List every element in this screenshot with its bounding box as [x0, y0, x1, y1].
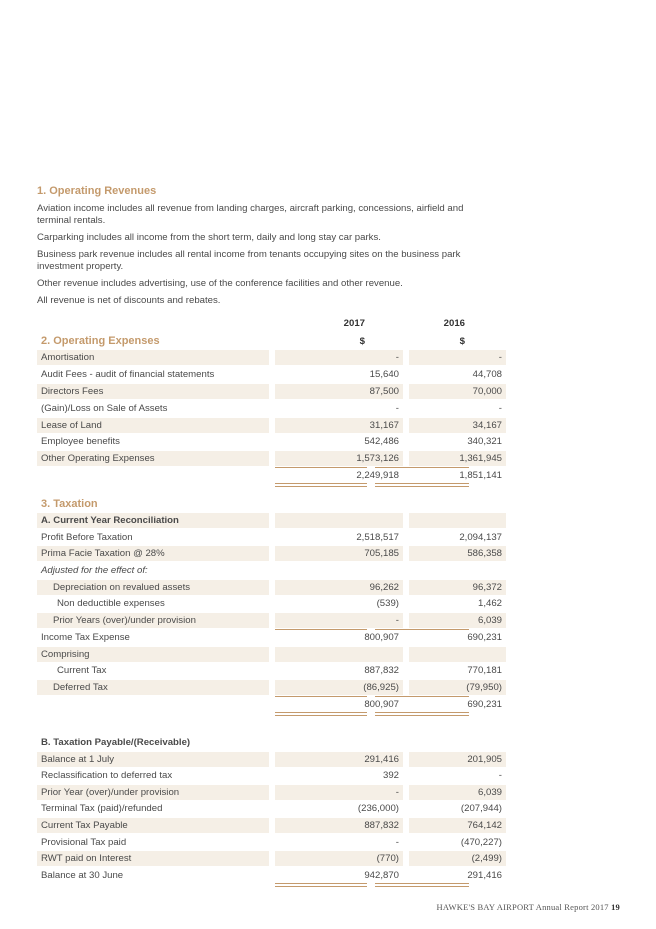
value-2017: 705,185 — [275, 546, 403, 561]
row-label: (Gain)/Loss on Sale of Assets — [41, 403, 168, 414]
row-label: Income Tax Expense — [41, 632, 130, 643]
row-label: Current Tax — [57, 665, 107, 676]
value-2017: (236,000) — [357, 803, 399, 814]
table-row — [37, 401, 502, 416]
value-2017: - — [395, 837, 399, 848]
table-row — [37, 801, 502, 816]
table-row — [37, 647, 471, 662]
paragraph: Carparking includes all income from the short term, daily and long stay car parks. — [37, 232, 381, 243]
table-row — [37, 367, 502, 382]
value-2017: 2,249,918 — [356, 470, 399, 481]
value-2016: 1,462 — [477, 598, 502, 609]
total-rule — [375, 712, 469, 716]
row-label: Current Tax Payable — [37, 818, 269, 833]
total-rule — [375, 483, 469, 487]
table-row — [37, 530, 502, 545]
value-2017 — [275, 647, 403, 662]
row-label: Audit Fees - audit of financial statements — [41, 369, 215, 380]
paragraph: Other revenue includes advertising, use of the conference facilities and other revenue. — [37, 278, 403, 289]
subsection-title: B. Taxation Payable/(Receivable) — [41, 737, 191, 748]
value-2017: 87,500 — [275, 384, 403, 399]
row-label: Terminal Tax (paid)/refunded — [41, 803, 163, 814]
table-row — [37, 350, 502, 365]
table-row — [37, 785, 502, 800]
table-row — [37, 663, 502, 678]
empty-cell — [409, 513, 506, 528]
value-2016 — [409, 563, 506, 578]
value-2017: 887,832 — [275, 818, 403, 833]
row-label: RWT paid on Interest — [37, 851, 269, 866]
row-label: Comprising — [37, 647, 269, 662]
value-2017: - — [275, 350, 403, 365]
row-label: Prior Year (over)/under provision — [37, 785, 269, 800]
section-title-taxation: 3. Taxation — [41, 498, 98, 510]
paragraph: All revenue is net of discounts and rebates. — [37, 295, 221, 306]
table-row-total — [37, 697, 502, 712]
value-2016: 586,358 — [409, 546, 506, 561]
row-label: Reclassification to deferred tax — [41, 770, 173, 781]
value-2016: 2,094,137 — [459, 532, 502, 543]
value-2017: 1,573,126 — [275, 451, 403, 466]
value-2016: 34,167 — [409, 418, 506, 433]
value-2017: 31,167 — [275, 418, 403, 433]
total-rule — [275, 483, 367, 487]
value-2016: (470,227) — [460, 837, 502, 848]
value-2016: 6,039 — [409, 785, 506, 800]
table-row — [37, 818, 502, 833]
row-label: Other Operating Expenses — [37, 451, 269, 466]
value-2016: 690,231 — [467, 699, 502, 710]
value-2017: 392 — [382, 770, 399, 781]
value-2016 — [409, 647, 506, 662]
table-row — [37, 851, 502, 866]
value-2016: (79,950) — [409, 680, 506, 695]
value-2017: (770) — [275, 851, 403, 866]
value-2016: (207,944) — [460, 803, 502, 814]
row-label: Prior Years (over)/under provision — [37, 613, 269, 628]
page-number: 19 — [611, 902, 620, 912]
value-2017: - — [275, 785, 403, 800]
value-2017: (539) — [376, 598, 399, 609]
table-row-total — [37, 468, 502, 483]
currency-2016: $ — [459, 336, 465, 347]
subsection-header-current-year — [37, 513, 471, 528]
row-label: Provisional Tax paid — [41, 837, 127, 848]
table-row — [37, 630, 502, 645]
total-rule — [275, 712, 367, 716]
value-2016: 340,321 — [467, 436, 502, 447]
table-row — [37, 434, 502, 449]
value-2016: (2,499) — [409, 851, 506, 866]
table-row — [37, 451, 502, 466]
paragraph: Aviation income includes all revenue from landing charges, aircraft parking, concessions, airfield and terminal rentals. — [37, 203, 464, 226]
value-2017: 542,486 — [364, 436, 399, 447]
value-2017: 291,416 — [275, 752, 403, 767]
row-label: Deferred Tax — [37, 680, 269, 695]
table-row — [37, 418, 502, 433]
value-2016: 690,231 — [467, 632, 502, 643]
table-row — [37, 596, 502, 611]
value-2017: 942,870 — [364, 870, 399, 881]
table-row — [37, 546, 502, 561]
value-2016: 70,000 — [409, 384, 506, 399]
value-2017: 96,262 — [275, 580, 403, 595]
total-rule — [275, 883, 367, 887]
table-row — [37, 563, 471, 578]
value-2017: - — [395, 403, 399, 414]
row-label: Depreciation on revalued assets — [37, 580, 269, 595]
table-row — [37, 752, 502, 767]
table-row — [37, 580, 502, 595]
value-2017: 2,518,517 — [356, 532, 399, 543]
row-label: Balance at 1 July — [37, 752, 269, 767]
value-2016: 1,361,945 — [409, 451, 506, 466]
value-2017: - — [275, 613, 403, 628]
value-2017: 15,640 — [369, 369, 399, 380]
value-2016: 770,181 — [467, 665, 502, 676]
row-label: Directors Fees — [37, 384, 269, 399]
table-row — [37, 680, 502, 695]
operating-revenues-section — [37, 185, 471, 312]
value-2016: - — [498, 403, 502, 414]
section-title-operating-revenues: 1. Operating Revenues — [37, 185, 157, 197]
value-2017: 800,907 — [364, 632, 399, 643]
section-title-operating-expenses: 2. Operating Expenses — [41, 335, 160, 347]
row-label: Balance at 30 June — [41, 870, 124, 881]
table-row — [37, 768, 502, 783]
subsection-header-tax-payable — [37, 735, 471, 750]
column-header-2017: 2017 — [343, 318, 365, 329]
value-2016: 201,905 — [409, 752, 506, 767]
row-label — [41, 468, 269, 483]
footer-text: HAWKE'S BAY AIRPORT Annual Report 2017 — [436, 902, 609, 912]
row-label: Non deductible expenses — [57, 598, 165, 609]
value-2017: (86,925) — [275, 680, 403, 695]
value-2016: 764,142 — [409, 818, 506, 833]
value-2017 — [275, 563, 403, 578]
row-label: Employee benefits — [41, 436, 120, 447]
row-label: Amortisation — [37, 350, 269, 365]
column-header-2016: 2016 — [443, 318, 465, 329]
row-label: Prima Facie Taxation @ 28% — [37, 546, 269, 561]
page-footer — [437, 902, 620, 912]
subsection-title: A. Current Year Reconciliation — [37, 513, 269, 528]
total-rule — [375, 883, 469, 887]
value-2017: 887,832 — [364, 665, 399, 676]
value-2016: 291,416 — [467, 870, 502, 881]
row-label: Lease of Land — [37, 418, 269, 433]
value-2017: 800,907 — [364, 699, 399, 710]
table-row — [37, 384, 502, 399]
row-label: Adjusted for the effect of: — [41, 565, 148, 576]
value-2016: - — [409, 350, 506, 365]
empty-cell — [275, 513, 403, 528]
table-row — [37, 613, 502, 628]
table-row — [37, 835, 502, 850]
row-label — [41, 697, 269, 712]
value-2016: 6,039 — [409, 613, 506, 628]
value-2016: 96,372 — [409, 580, 506, 595]
paragraph: Business park revenue includes all rental income from tenants occupying sites on the business park investment property. — [37, 249, 461, 272]
value-2016: - — [498, 770, 502, 781]
table-row — [37, 868, 502, 883]
currency-2017: $ — [359, 336, 365, 347]
value-2016: 1,851,141 — [459, 470, 502, 481]
value-2016: 44,708 — [472, 369, 502, 380]
row-label: Profit Before Taxation — [41, 532, 133, 543]
